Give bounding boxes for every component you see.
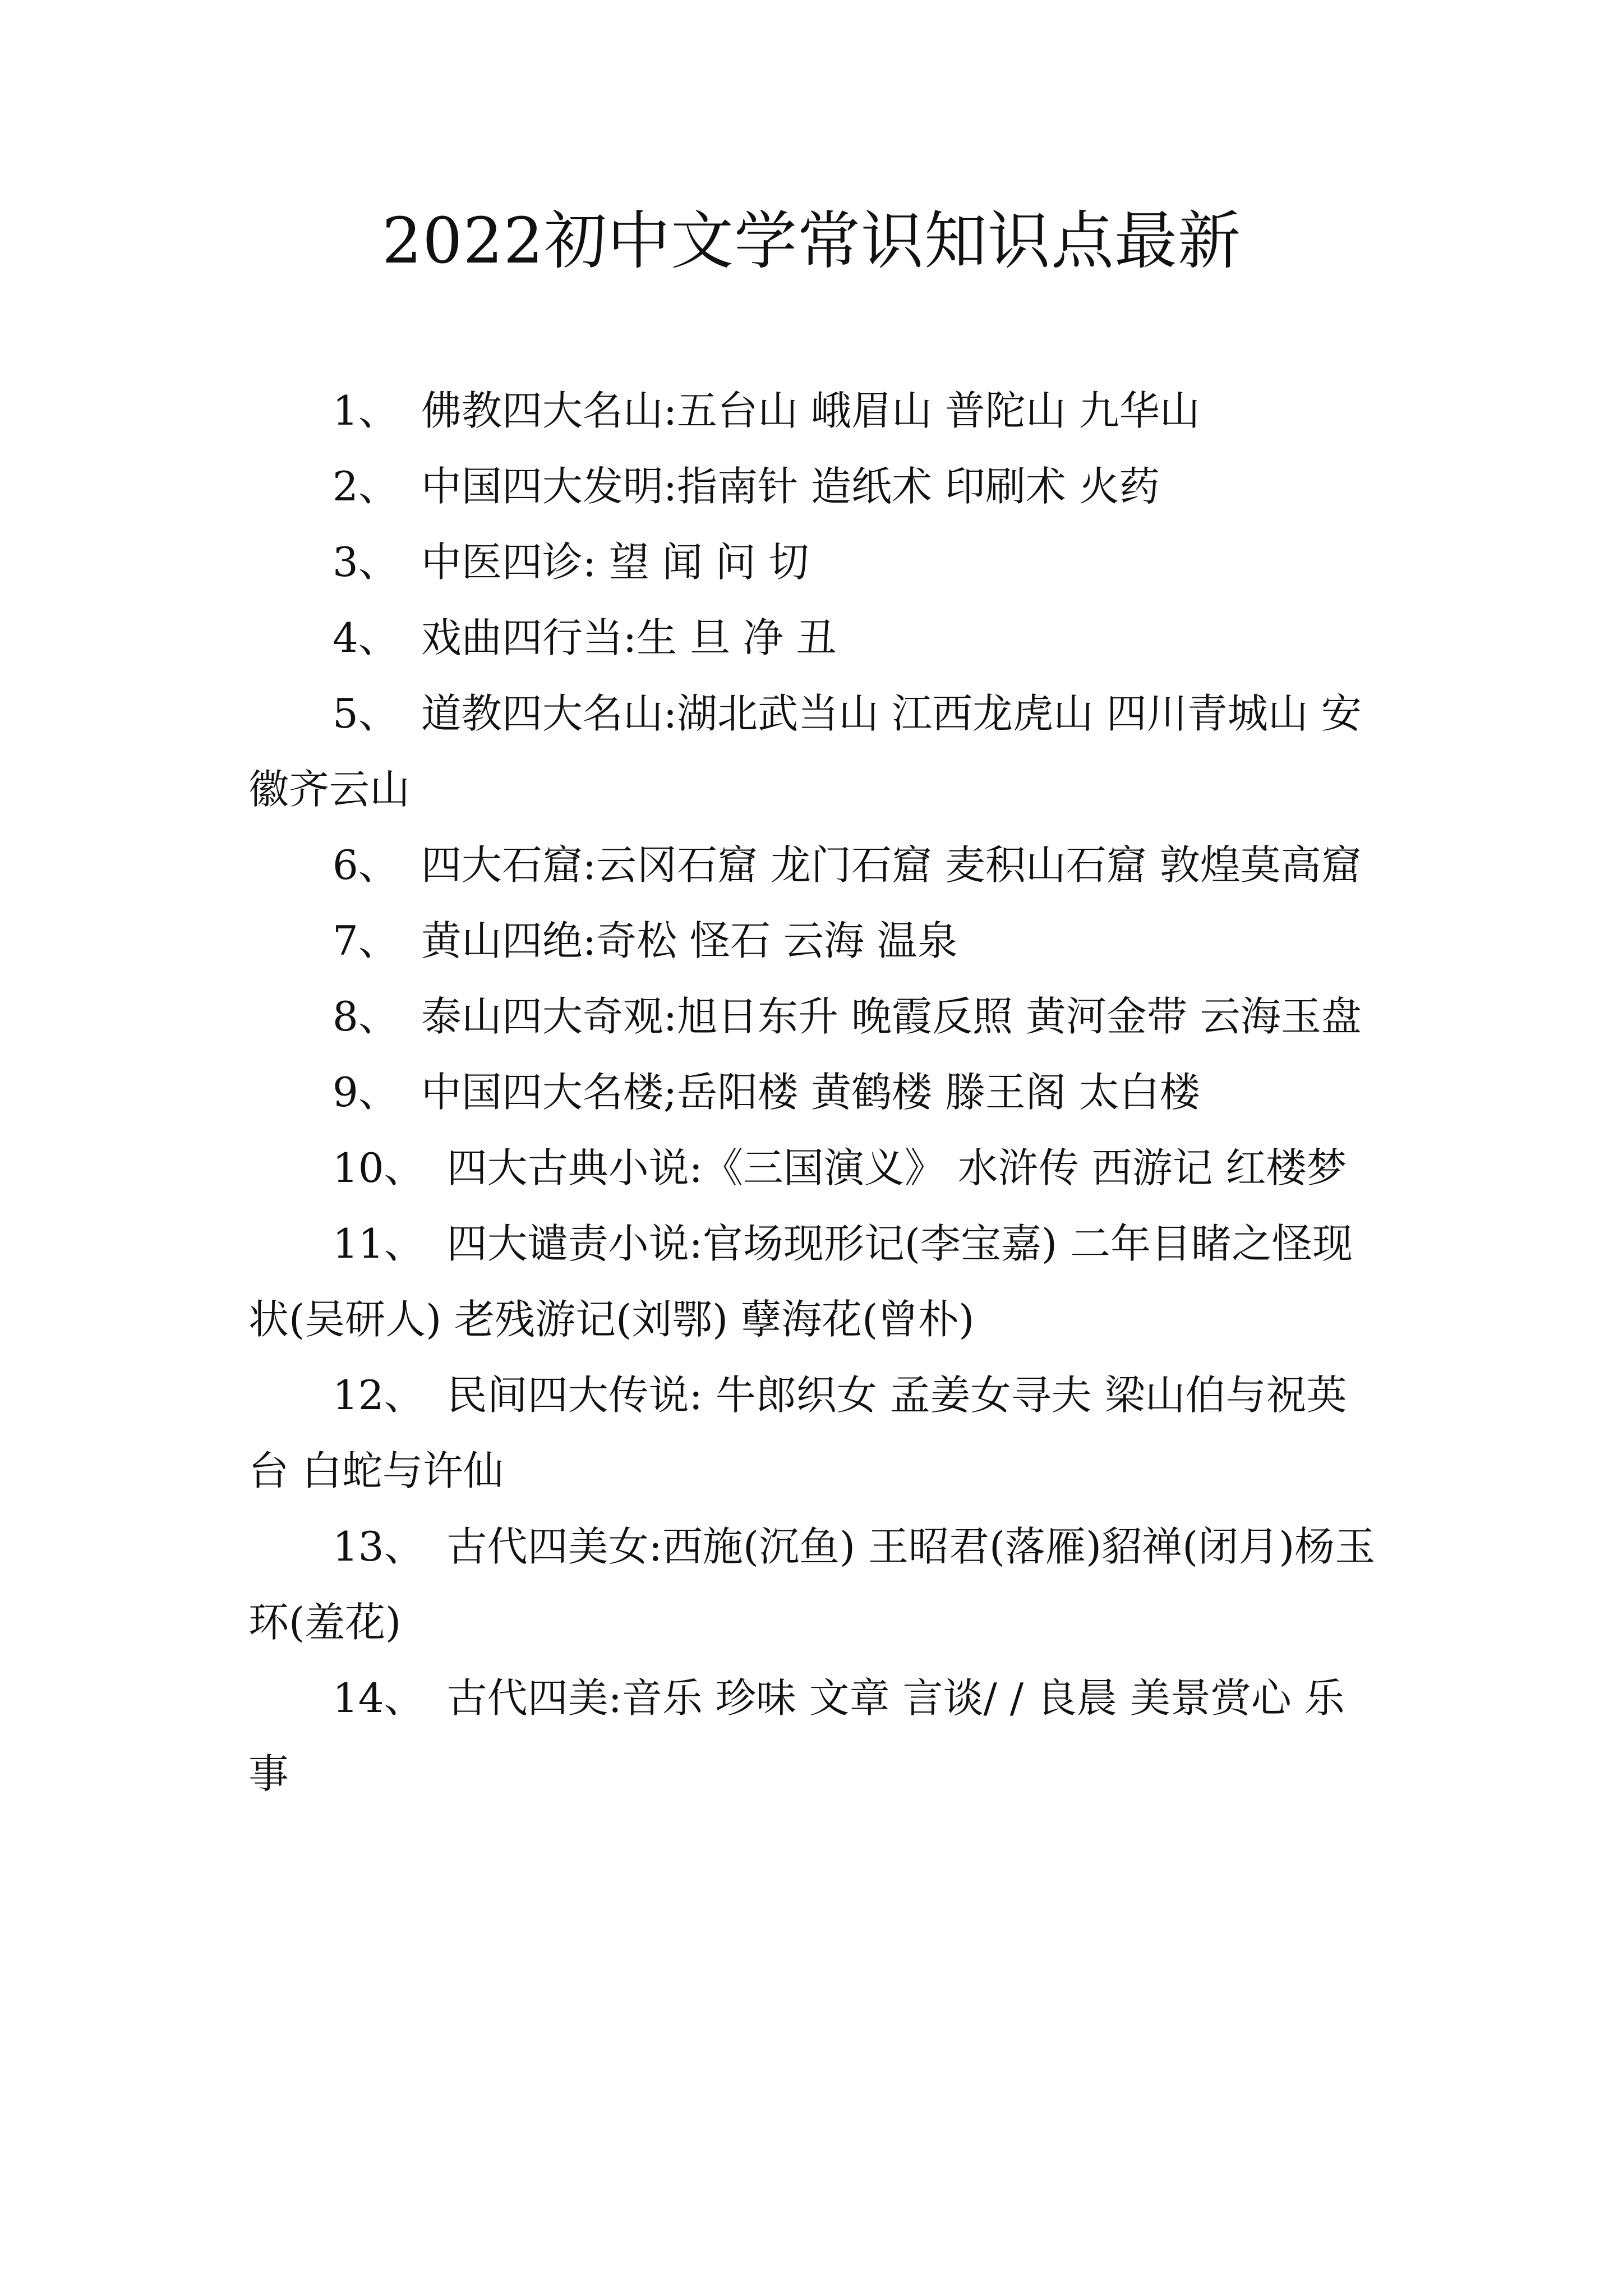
knowledge-list	[248, 373, 1384, 1812]
list-item	[248, 1130, 1384, 1206]
item-number: 2、	[333, 463, 399, 510]
list-item	[248, 449, 1384, 524]
item-number: 13、	[333, 1523, 425, 1570]
item-text: 戏曲四行当:生 旦 净 丑	[421, 614, 837, 661]
item-text: 古代四美女:西施(沉鱼) 王昭君(落雁)貂禅(闭月)杨玉环(羞花)	[248, 1523, 1376, 1646]
item-text: 古代四美:音乐 珍味 文章 言谈/ / 良晨 美景赏心 乐事	[248, 1674, 1345, 1797]
item-number: 8、	[333, 993, 399, 1040]
list-item	[248, 979, 1384, 1055]
item-number: 10、	[333, 1144, 425, 1191]
item-number: 12、	[333, 1372, 425, 1419]
item-number: 9、	[333, 1069, 399, 1116]
list-item	[248, 1509, 1384, 1660]
item-number: 14、	[333, 1674, 425, 1722]
item-number: 6、	[333, 841, 399, 889]
list-item	[248, 1206, 1384, 1358]
list-item	[248, 1660, 1384, 1812]
item-text: 民间四大传说: 牛郎织女 孟姜女寻夫 梁山伯与祝英台 白蛇与许仙	[248, 1372, 1347, 1494]
item-text: 四大古典小说:《三国演义》 水浒传 西游记 红楼梦	[446, 1144, 1347, 1191]
item-text: 佛教四大名山:五台山 峨眉山 普陀山 九华山	[421, 387, 1200, 434]
list-item	[248, 676, 1384, 827]
item-text: 泰山四大奇观:旭日东升 晚霞反照 黄河金带 云海玉盘	[421, 993, 1362, 1040]
item-number: 5、	[333, 690, 399, 737]
item-text: 四大谴责小说:官场现形记(李宝嘉) 二年目睹之怪现状(吴研人) 老残游记(刘鄂) 孽海花(曾朴)	[248, 1220, 1353, 1343]
list-item	[248, 903, 1384, 979]
item-number: 1、	[333, 387, 399, 434]
item-text: 道教四大名山:湖北武当山 江西龙虎山 四川青城山 安徽齐云山	[248, 690, 1362, 813]
item-number: 4、	[333, 614, 399, 661]
item-text: 四大石窟:云冈石窟 龙门石窟 麦积山石窟 敦煌莫高窟	[421, 841, 1362, 889]
item-text: 中医四诊: 望 闻 问 切	[421, 539, 809, 586]
list-item	[248, 1358, 1384, 1509]
list-item	[248, 524, 1384, 600]
document-title: 2022初中文学常识知识点最新	[381, 205, 1242, 278]
item-text: 中国四大名楼;岳阳楼 黄鹤楼 滕王阁 太白楼	[421, 1069, 1200, 1116]
item-number: 3、	[333, 539, 399, 586]
list-item	[248, 600, 1384, 676]
list-item	[248, 1055, 1384, 1130]
list-item	[248, 373, 1384, 449]
item-number: 7、	[333, 917, 399, 964]
list-item	[248, 827, 1384, 903]
item-text: 中国四大发明:指南针 造纸术 印刷术 火药	[421, 463, 1160, 510]
item-number: 11、	[333, 1220, 425, 1267]
item-text: 黄山四绝:奇松 怪石 云海 温泉	[421, 917, 958, 964]
